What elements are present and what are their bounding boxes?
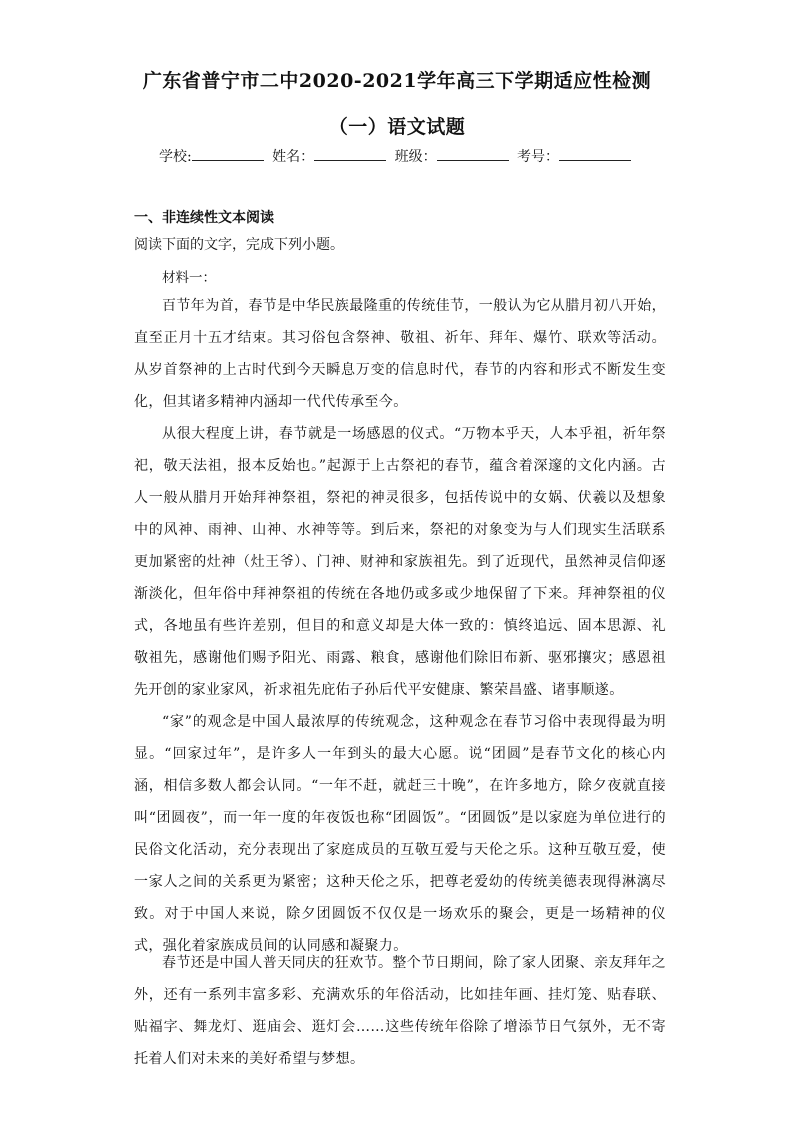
- exam-number-blank[interactable]: [559, 146, 631, 161]
- school-blank[interactable]: [192, 146, 264, 161]
- exam-number-label: 考号：: [517, 149, 560, 165]
- instruction-text: 阅读下面的文字，完成下列小题。: [134, 237, 344, 253]
- paragraph-2: 从很大程度上讲，春节就是一场感恩的仪式。“万物本乎天，人本乎祖，祈年祭祀，敬天法祖，报本反始也。”起源于上古祭祀的春节，蕴含着深邃的文化内涵。古人一般从腊月开始拜神祭祖，祭祀的神灵很多，包括传说中的女娲、伏羲以及想象中的风神、雨神、山神、水神等等。到后来，祭祀的对象变为与人们现实生活联系更加紧密的灶神（灶王爷）、门神、财神和家族祖先。到了近现代，虽然神灵信仰逐渐淡化，但年俗中拜神祭祖的传统在各地仍或多或少地保留了下来。拜神祭祖的仪式，各地虽有些许差别，但目的和意义却是大体一致的：慎终追远、固本思源、礼敬祖先，感谢他们赐予阳光、雨露、粮食，感谢他们除旧布新、驱邪攘灾；感恩祖先开创的家业家风，祈求祖先庇佑子孙后代平安健康、繁荣昌盛、诸事顺遂。: [134, 426, 666, 698]
- paragraph-1: 百节年为首，春节是中华民族最隆重的传统佳节，一般认为它从腊月初八开始，直至正月十五才结束。其习俗包含祭神、敬祖、祈年、拜年、爆竹、联欢等活动。从岁首祭神的上古时代到今天瞬息万变的信息时代，春节的内容和形式不断发生变化，但其诸多精神内涵却一代代传承至今。: [134, 298, 666, 410]
- name-label: 姓名：: [272, 149, 315, 165]
- section-heading: 一、非连续性文本阅读: [134, 210, 274, 226]
- class-blank[interactable]: [437, 146, 509, 161]
- paragraph-3: “家”的观念是中国人最浓厚的传统观念，这种观念在春节习俗中表现得最为明显。“回家过年”，是许多人一年到头的最大心愿。说“团圆”是春节文化的核心内涵，相信多数人都会认同。“一年不赶，就赶三十晚”，在许多地方，除夕夜就直接叫“团圆夜”，而一年一度的年夜饭也称“团圆饭”。“团圆饭”是以家庭为单位进行的民俗文化活动，充分表现出了家庭成员的互敬互爱与天伦之乐。这种互敬互爱，使一家人之间的关系更为紧密；这种天伦之乐，把尊老爱幼的传统美德表现得淋漓尽致。对于中国人来说，除夕团圆饭不仅仅是一场欢乐的聚会，更是一场精神的仪式，强化着家族成员间的认同感和凝聚力。: [134, 714, 666, 954]
- page-title-line-1: 广东省普宁市二中2020-2021学年高三下学期适应性检测: [142, 70, 652, 92]
- name-blank[interactable]: [314, 146, 386, 161]
- school-label: 学校:: [158, 149, 192, 165]
- paragraph-4: 春节还是中国人普天同庆的狂欢节。整个节日期间，除了家人团聚、亲友拜年之外，还有一系列丰富多彩、充满欢乐的年俗活动，比如挂年画、挂灯笼、贴春联、贴福字、舞龙灯、逛庙会、逛灯会……这些传统年俗除了增添节日气氛外，无不寄托着人们对未来的美好希望与梦想。: [134, 955, 666, 1067]
- material-label: 材料一：: [162, 270, 216, 286]
- class-label: 班级：: [394, 149, 437, 165]
- page-title-line-2: （一）语文试题: [328, 116, 466, 138]
- student-info-fields: [0, 146, 794, 166]
